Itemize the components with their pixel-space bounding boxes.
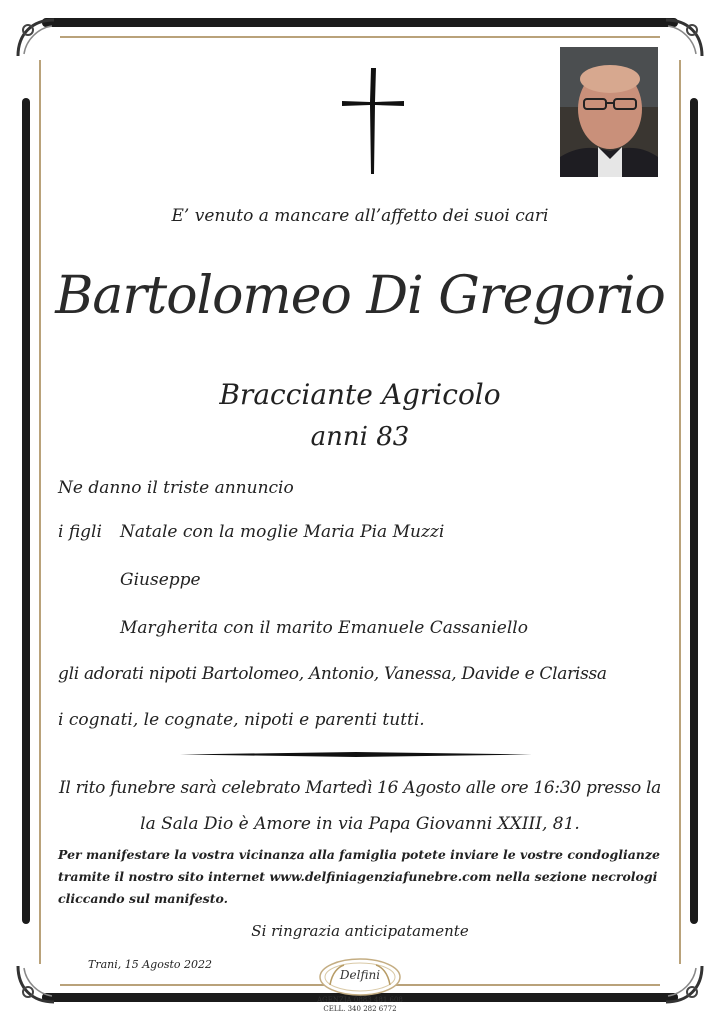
agency-name: Delfini: [339, 968, 381, 982]
agency-phone: AGENZIA 0883 481 608: [317, 996, 403, 1004]
frame-gold-top: [60, 36, 660, 38]
agency-logo: [312, 955, 408, 1017]
frame-top-bar: [42, 18, 678, 27]
child-natale: Natale con la moglie Maria Pia Muzzi: [120, 522, 445, 542]
children-label: i figli: [58, 522, 102, 542]
funeral-line-1: Il rito funebre sarà celebrato Martedì 16 Agosto alle ore 16:30 presso la: [59, 778, 661, 798]
cross-icon: [338, 66, 408, 176]
thanks-line: Si ringrazia anticipatamente: [251, 922, 469, 940]
corner-ornament-icon: [660, 16, 706, 62]
corner-ornament-icon: [660, 960, 706, 1006]
relatives-line: i cognati, le cognate, nipoti e parenti tutti.: [58, 710, 425, 730]
deceased-name: Bartolomeo Di Gregorio: [55, 266, 665, 326]
deceased-profession: Bracciante Agricolo: [219, 378, 501, 411]
notice-line-3: cliccando sul manifesto.: [58, 891, 228, 906]
funeral-line-2: la Sala Dio è Amore in via Papa Giovanni XXIII, 81.: [140, 814, 580, 834]
corner-ornament-icon: [14, 16, 60, 62]
notice-line-2: tramite il nostro sito internet www.delfiniagenziafunebre.com nella sezione necrologi: [58, 869, 658, 884]
agency-cell: CELL. 340 282 6772: [323, 1005, 397, 1013]
place-date: Trani, 15 Agosto 2022: [88, 958, 213, 971]
announcement-line: Ne danno il triste annuncio: [58, 478, 294, 498]
child-giuseppe: Giuseppe: [120, 570, 201, 590]
intro-line: E’ venuto a mancare all’affetto dei suoi cari: [171, 206, 549, 226]
child-margherita: Margherita con il marito Emanuele Cassaniello: [120, 618, 528, 638]
corner-ornament-icon: [14, 960, 60, 1006]
deceased-photo: [560, 47, 658, 177]
notice-line-1: Per manifestare la vostra vicinanza alla famiglia potete inviare le vostre condoglianze: [58, 847, 660, 862]
grandchildren-line: gli adorati nipoti Bartolomeo, Antonio, Vanessa, Davide e Clarissa: [58, 664, 607, 684]
deceased-age: anni 83: [310, 422, 410, 452]
divider-line: [180, 752, 532, 757]
